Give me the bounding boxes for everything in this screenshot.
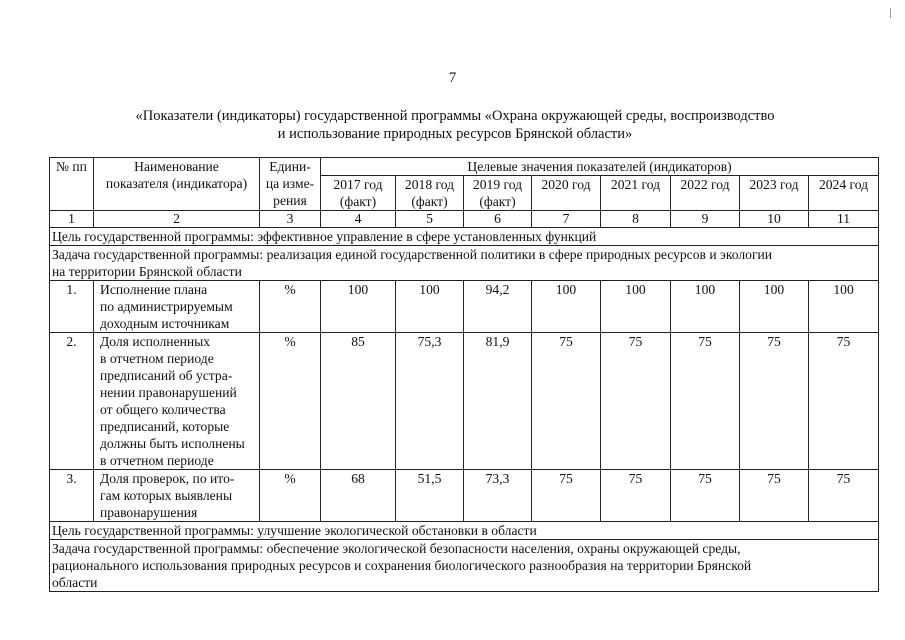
header-year: 2018 год (факт) [396,176,464,211]
value-2022: 75 [671,470,740,522]
task-row [50,246,879,281]
value-2018: 75,3 [396,333,464,470]
value-2021: 75 [601,333,671,470]
column-number: 5 [396,211,464,228]
indicator-row [50,281,879,333]
value-2023: 75 [740,470,809,522]
page-number: 7 [448,70,457,86]
goal-1: Цель государственной программы: эффективное управление в сфере установленных функций [50,228,879,246]
header-year: 2021 год [601,176,671,211]
header-year: 2022 год [671,176,740,211]
row-number: 1. [50,281,94,333]
title-line: «Показатели (индикаторы) государственной программы «Охрана окружающей среды, воспроизводство [135,108,775,124]
indicator-unit: % [260,333,321,470]
indicator-name: Доля проверок, по ито- гам которых выявлены правонарушения [94,470,260,522]
document-title [60,107,850,143]
column-number: 11 [809,211,879,228]
header-unit: Едини- ца изме- рения [260,158,321,211]
indicator-name: Доля исполненных в отчетном периоде предписаний об устра- нении правонарушений от общего количества предписаний, которые должны быть исполнены в отчетном периоде [94,333,260,470]
indicator-unit: % [260,281,321,333]
header-year: 2023 год [740,176,809,211]
column-number: 9 [671,211,740,228]
value-2020: 100 [532,281,601,333]
value-2023: 100 [740,281,809,333]
indicator-row [50,333,879,470]
indicators-table [49,157,879,592]
header-indicator-name: Наименование показателя (индикатора) [94,158,260,211]
value-2024: 75 [809,470,879,522]
row-number: 3. [50,470,94,522]
value-2017: 100 [321,281,396,333]
task-row [50,540,879,592]
indicator-name: Исполнение плана по администрируемым доходным источникам [94,281,260,333]
header-target-values: Целевые значения показателей (индикаторов) [321,158,879,176]
header-row [50,158,879,176]
column-number: 8 [601,211,671,228]
header-year: 2019 год (факт) [464,176,532,211]
value-2022: 75 [671,333,740,470]
column-number: 2 [94,211,260,228]
header-year: 2020 год [532,176,601,211]
header-number: № пп [50,158,94,211]
goal-2: Цель государственной программы: улучшение экологической обстановки в области [50,522,879,540]
value-2020: 75 [532,333,601,470]
value-2024: 75 [809,333,879,470]
column-number: 1 [50,211,94,228]
indicator-row [50,470,879,522]
row-number: 2. [50,333,94,470]
column-number: 7 [532,211,601,228]
value-2020: 75 [532,470,601,522]
column-numbers-row [50,211,879,228]
column-number: 4 [321,211,396,228]
column-number: 3 [260,211,321,228]
value-2018: 100 [396,281,464,333]
header-year: 2017 год (факт) [321,176,396,211]
indicator-unit: % [260,470,321,522]
goal-row [50,522,879,540]
task-2: Задача государственной программы: обеспечение экологической безопасности населения, охраны окружающей среды, рационального использования природных ресурсов и сохранения биологического разнообразия на территории Брянской области [50,540,879,592]
value-2023: 75 [740,333,809,470]
goal-row [50,228,879,246]
column-number: 6 [464,211,532,228]
task-1: Задача государственной программы: реализация единой государственной политики в сфере природных ресурсов и экологии на территории Брянской области [50,246,879,281]
header-year: 2024 год [809,176,879,211]
value-2017: 85 [321,333,396,470]
scan-edge-mark [890,8,891,18]
column-number: 10 [740,211,809,228]
value-2021: 75 [601,470,671,522]
value-2018: 51,5 [396,470,464,522]
value-2024: 100 [809,281,879,333]
value-2019: 94,2 [464,281,532,333]
value-2022: 100 [671,281,740,333]
value-2021: 100 [601,281,671,333]
title-line: и использование природных ресурсов Брянской области» [277,126,633,142]
value-2017: 68 [321,470,396,522]
value-2019: 73,3 [464,470,532,522]
value-2019: 81,9 [464,333,532,470]
